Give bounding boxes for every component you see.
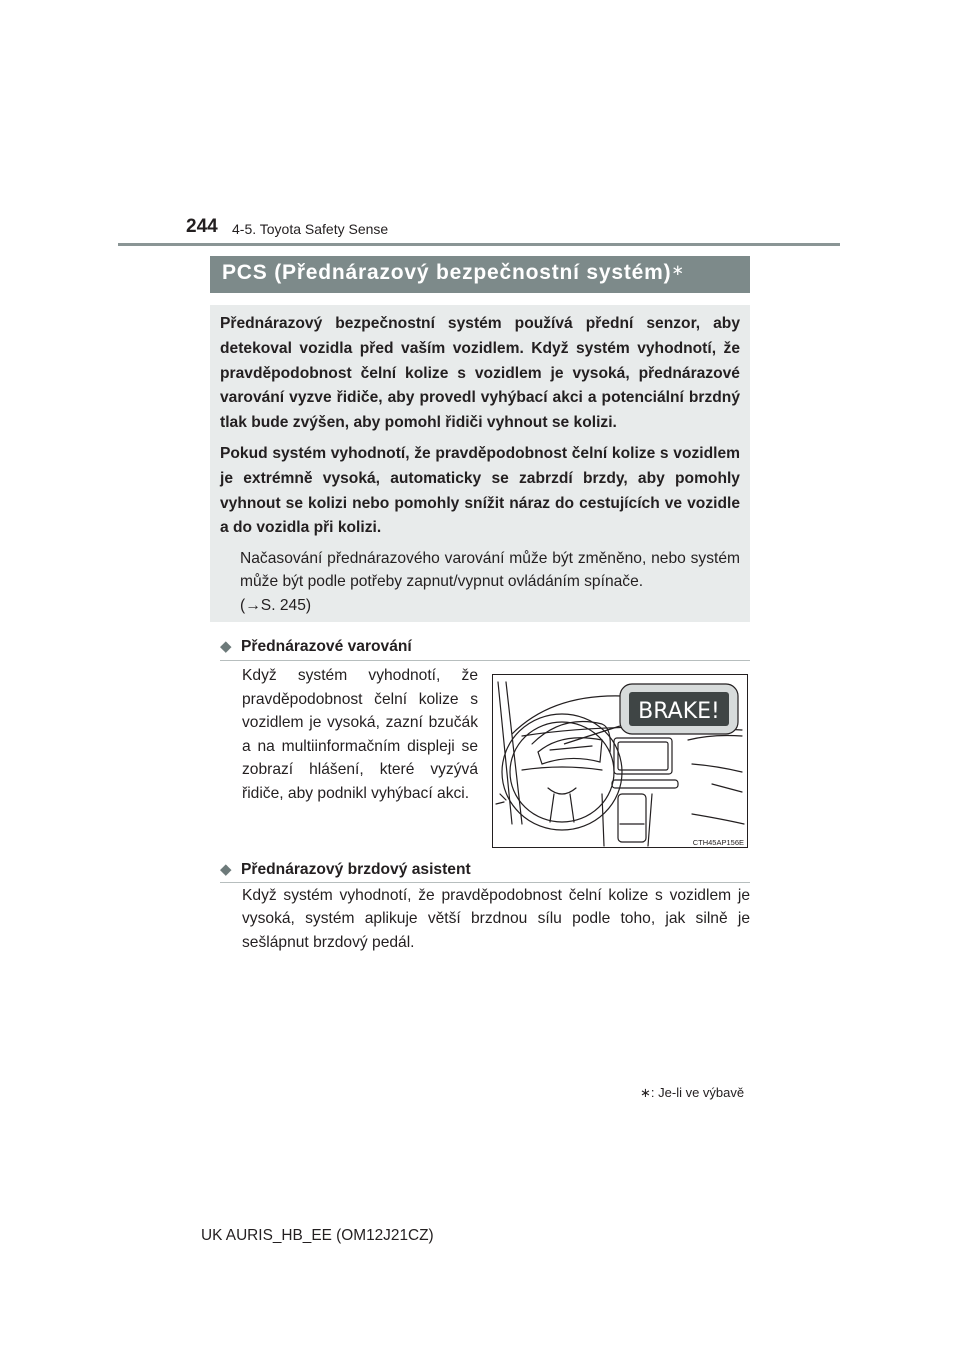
- page-title: [210, 256, 750, 293]
- subsection-heading-text: Přednárazové varování: [241, 638, 412, 655]
- brake-warning-message: BRAKE!: [638, 699, 720, 724]
- footnote: [640, 1085, 744, 1101]
- dashboard-illustration: [492, 674, 748, 848]
- brake-assist-description: Když systém vyhodnotí, že pravděpodobnost čelní kolize s vozidlem je vysoká, systém aplikuje větší brzdnou sílu podle toho, jak silně je sešlápnut brzdový pedál.: [242, 887, 750, 951]
- intro-note: [240, 547, 740, 617]
- page-title-text: PCS (Přednárazový bezpečnostní systém): [222, 261, 672, 284]
- intro-paragraph-1: Přednárazový bezpečnostní systém používá přední senzor, aby detekoval vozidla před vaším vozidlem. Když systém vyhodnotí, že pravděpodobnost čelní kolize s vozidlem je vysoká, přednárazové varování vyzve řidiče, aby provedl vyhýbací akci a potenciální brzdný tlak bude zvýšen, aby pomohl řidiči vyhnout se kolizi.: [220, 315, 740, 432]
- intro-note-text: Načasování přednárazového varování může být změněno, nebo systém může být podle potřeby zapnut/vypnut ovládáním spínače.: [240, 550, 740, 591]
- page-number: 244: [186, 216, 218, 237]
- header-divider: [118, 243, 840, 246]
- subsection-heading-text: Přednárazový brzdový asistent: [241, 861, 471, 878]
- subsection-heading-brake-assist: [220, 860, 471, 879]
- intro-paragraph-2: Pokud systém vyhodnotí, že pravděpodobnost čelní kolize s vozidlem je extrémně vysoká, automaticky se zabrzdí brzdy, aby pomohly vyhnout se kolizi nebo pomohly snížit náraz do cestujících ve vozidle a do vozidla při kolizi.: [220, 444, 740, 537]
- page-reference-link[interactable]: (→S. 245): [240, 596, 312, 614]
- intro-box: [210, 305, 750, 622]
- section-header: 4-5. Toyota Safety Sense: [232, 221, 389, 237]
- illustration-code: CTH45AP156E: [692, 838, 744, 847]
- subsection-divider: [220, 660, 750, 661]
- subsection-heading-warning: [220, 637, 412, 656]
- title-footnote-marker: ∗: [671, 262, 685, 279]
- warning-description: Když systém vyhodnotí, že pravděpodobnost čelní kolize s vozidlem je vysoká, zazní bzučák a na multiinformačním displeji se zobrazí hlášení, které vyzývá řidiče, aby podnikl vyhýbací akci.: [242, 667, 478, 802]
- footer-model-code: UK AURIS_HB_EE (OM12J21CZ): [201, 1227, 434, 1244]
- diamond-bullet-icon: ◆: [220, 861, 232, 878]
- diamond-bullet-icon: ◆: [220, 638, 232, 655]
- subsection-divider: [220, 882, 750, 883]
- footnote-marker: ∗: [640, 1085, 651, 1100]
- footnote-text: : Je-li ve výbavě: [650, 1085, 745, 1100]
